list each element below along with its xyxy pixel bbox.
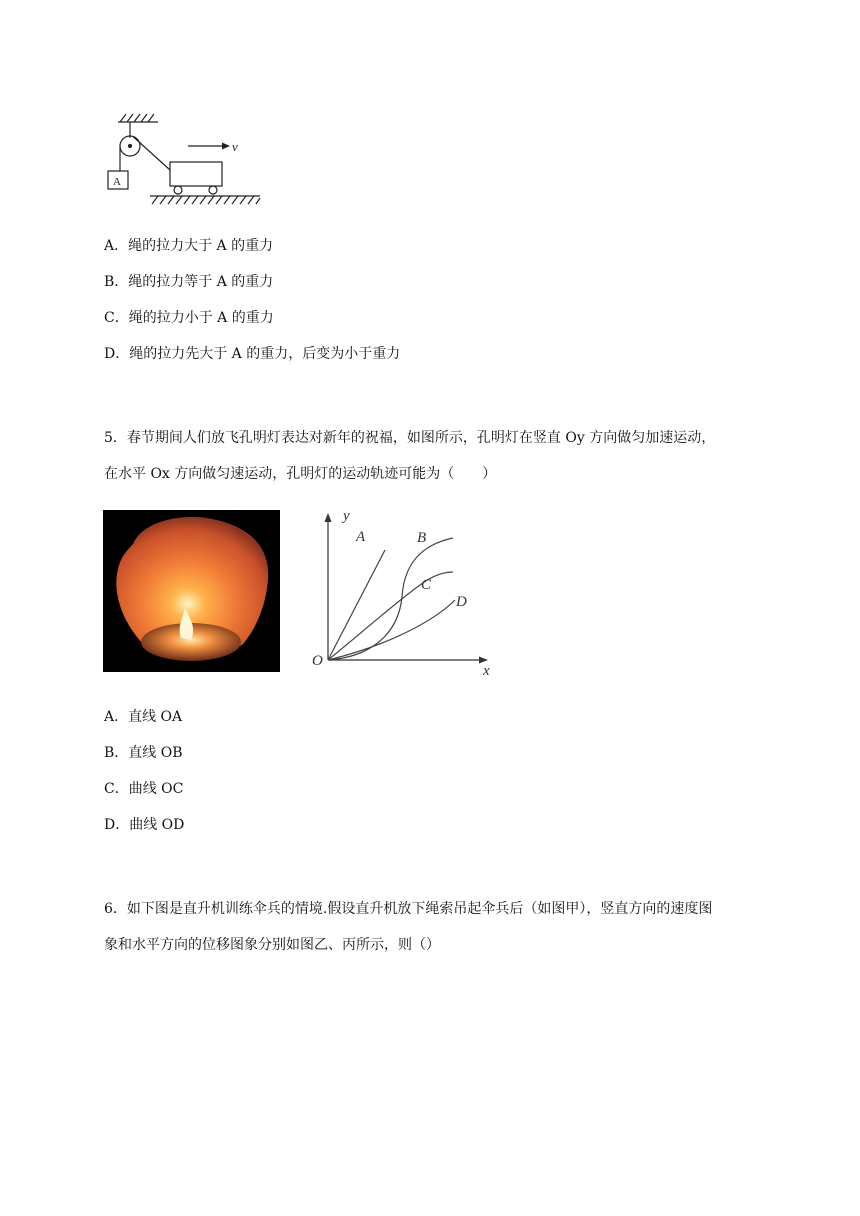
q6-stem-line-2: 象和水平方向的位移图象分别如图乙、丙所示，则（） [104,937,440,953]
velocity-label: v [232,139,238,154]
sky-lantern-photo [103,510,280,672]
q4-option-a: A．绳的拉力大于 A 的重力 [104,238,274,254]
x-axis-label: x [483,663,490,679]
curve-a-label: A [356,529,366,545]
q5-options [104,707,184,835]
q4-option-d: D．绳的拉力先大于 A 的重力，后变为小于重力 [104,346,401,362]
q4-option-b: B．绳的拉力等于 A 的重力 [104,274,274,290]
q4-option-c: C．绳的拉力小于 A 的重力 [104,310,274,326]
curve-d-label: D [456,594,467,610]
q5-option-a: A．直线 OA [104,709,183,725]
block-label: A [113,176,121,188]
q6-stem-line-1: 6．如下图是直升机训练伞兵的情境.假设直升机放下绳索吊起伞兵后（如图甲），竖直方向的速度图 [104,901,713,917]
q5-option-d: D．曲线 OD [104,817,185,833]
q5-stem [104,428,715,484]
q5-stem-line-2: 在水平 Ox 方向做匀速运动，孔明灯的运动轨迹可能为（ ） [104,466,497,482]
curve-b-line [328,538,453,660]
q5-option-c: C．曲线 OC [104,781,184,797]
curve-b-label: B [417,530,427,546]
pulley-cart-figure [100,108,270,212]
q6-stem [104,899,712,955]
q4-options [104,236,400,364]
curve-c-label: C [421,577,432,593]
y-axis-label: y [343,508,350,524]
q5-stem-line-1: 5．春节期间人们放飞孔明灯表达对新年的祝福，如图所示，孔明灯在竖直 Oy 方向做匀加速运动， [104,430,716,446]
q5-option-b: B．直线 OB [104,745,183,761]
origin-label: O [312,653,323,669]
trajectory-graph [310,505,500,680]
curve-d-line [328,600,455,660]
